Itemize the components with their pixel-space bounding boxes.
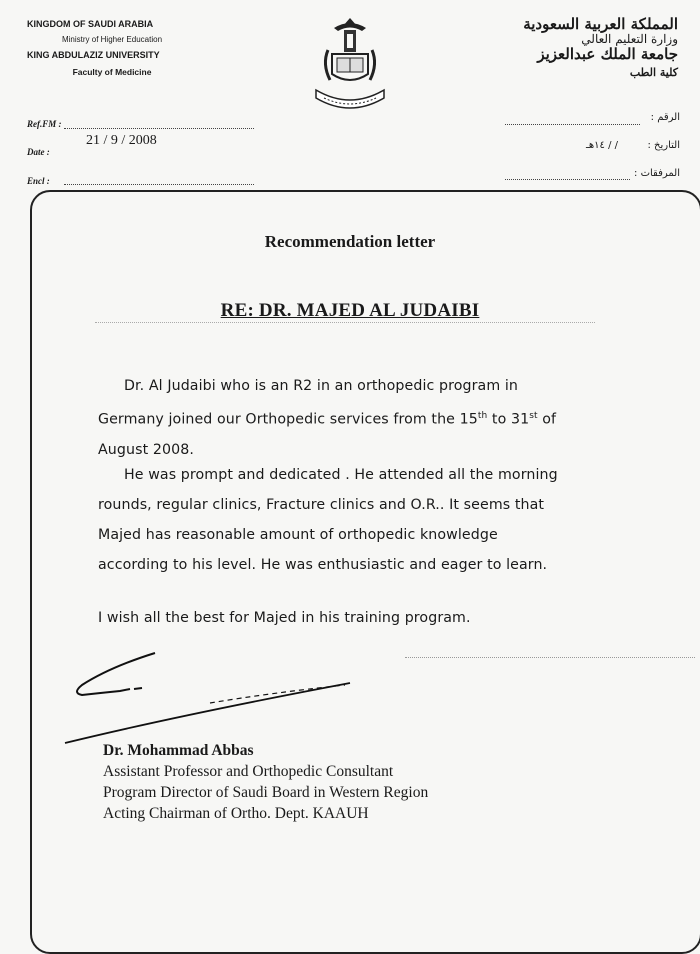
signer-name: Dr. Mohammad Abbas (103, 742, 254, 759)
paragraph-1-line-1: Dr. Al Judaibi who is an R2 in an orthopedic program in (124, 378, 519, 394)
ministry-name: Ministry of Higher Education (61, 35, 163, 44)
paragraph-2-line-1: He was prompt and dedicated . He attended all the morning (124, 467, 558, 483)
date-label: Date : (27, 147, 50, 157)
encl-label: Encl : (27, 176, 50, 186)
country-name: KINGDOM OF SAUDI ARABIA (27, 19, 154, 29)
scan-artifact-line (405, 657, 695, 658)
faculty-name: Faculty of Medicine (72, 67, 152, 77)
encl-label-ar: المرفقات : (634, 168, 680, 179)
university-name: KING ABDULAZIZ UNIVERSITY (27, 50, 160, 60)
letterhead-right (508, 16, 678, 79)
paragraph-1-line-2: Germany joined our Orthopedic services from the 15th to 31st of (98, 411, 557, 428)
signer-title-1: Assistant Professor and Orthopedic Consultant (103, 763, 394, 780)
date-value: 21 / 9 / 2008 (86, 133, 157, 148)
signer-title-2: Program Director of Saudi Board in Western Region (103, 784, 429, 801)
university-logo-icon (310, 14, 390, 114)
ministry-name-ar: وزارة التعليم العالي (581, 32, 678, 47)
paragraph-2-line-2: rounds, regular clinics, Fracture clinics and O.R.. It seems that (98, 497, 545, 513)
signer-title-3: Acting Chairman of Ortho. Dept. KAAUH (103, 805, 369, 822)
paragraph-3: I wish all the best for Majed in his training program. (98, 610, 471, 626)
ref-label: Ref.FM : (27, 119, 62, 129)
faculty-name-ar: كلية الطب (629, 65, 678, 79)
handwritten-signature (60, 645, 400, 755)
country-name-ar: المملكة العربية السعودية (523, 15, 678, 33)
paragraph-2 (98, 460, 628, 580)
date-label-ar: التاريخ : (647, 140, 680, 151)
ref-label-ar: الرقم : (650, 112, 680, 123)
encl-line (64, 184, 254, 185)
encl-line-ar (505, 179, 630, 180)
ref-line (64, 128, 254, 129)
paragraph-1 (98, 371, 628, 465)
paragraph-2-line-3: Majed has reasonable amount of orthopedic knowledge (98, 527, 498, 543)
university-name-ar: جامعة الملك عبدالعزيز (537, 45, 678, 64)
letter-title: Recommendation letter (264, 232, 436, 251)
letterhead-left (27, 20, 197, 77)
letter-subject: RE: DR. MAJED AL JUDAIBI (220, 300, 480, 321)
title-underline-dots (95, 322, 595, 323)
date-value-ar: / / ١٤هـ (585, 140, 618, 151)
paragraph-2-line-4: according to his level. He was enthusiastic and eager to learn. (98, 557, 548, 573)
ref-line-ar (505, 124, 640, 125)
signature-block (103, 740, 428, 824)
paragraph-1-line-3: August 2008. (98, 441, 194, 458)
